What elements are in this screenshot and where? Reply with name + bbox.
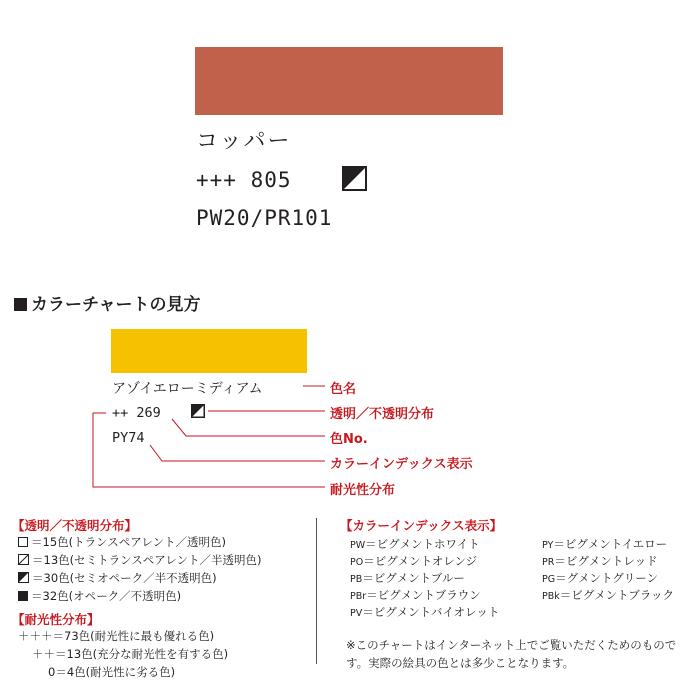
lightfastness-legend-row [32,646,228,662]
color-index-code: PW [350,540,366,551]
opacity-legend-text: ＝32色(オペーク／不透明色) [31,589,182,603]
lightfastness-marks: 0 [48,665,56,679]
sample-lightfastness-number: ++ 269 [112,405,161,421]
color-index-item [542,587,674,603]
color-index-code: PG [542,574,556,585]
color-index-item [542,570,658,586]
color-index-text: ＝グメントグリーン [555,571,659,585]
lightfastness-text: ＝4色(耐光性に劣る色) [55,665,176,679]
sample-color-swatch [111,329,307,373]
callout-opacity: 透明／不透明分布 [330,407,435,422]
color-index-item [350,604,499,620]
lightfastness-legend-row [48,664,175,680]
semi-opaque-icon [342,166,367,191]
color-index-text: ＝ビグメントホワイト [365,537,480,551]
color-index-code: PBk [542,591,560,602]
color-index-text: ＝ビグメントブラウン [366,588,481,602]
opacity-legend-row [18,552,262,568]
lightfastness-text: ＝73色(耐光性に最も優れる色) [52,629,215,643]
disclaimer-note: ※このチャートはインターネット上でご覧いただくためのものです。実際の絵具の色とは多少ことなります。 [346,638,677,670]
semi-opaque-icon [18,572,29,583]
guide-heading [14,290,201,315]
color-index-item [542,553,658,569]
color-index-item [542,536,667,552]
opacity-legend-row [18,570,217,586]
lightfastness-legend-heading: 【耐光性分布】 [12,612,100,627]
bullet-square-icon [14,298,27,311]
color-index-text: ＝ビグメントレッド [554,554,658,568]
opacity-legend-row [18,534,226,550]
opacity-legend-row [18,588,181,604]
color-index-item [350,587,481,603]
sample-pigment-index: PY74 [112,430,145,446]
callout-lightfastness: 耐光性分布 [330,483,396,498]
color-swatch [195,47,503,115]
color-index-code: PO [350,557,364,568]
opacity-legend-heading: 【透明／不透明分布】 [12,518,138,533]
sample-color-name: アゾイエローミディアム [112,381,263,397]
callout-color-number: 色No. [330,432,368,447]
color-index-text: ＝ビグメントブルー [362,571,465,585]
color-index-text: ＝ビグメントバイオレット [362,605,500,619]
opacity-legend-text: ＝13色(セミトランスペアレント／半透明色) [32,553,262,567]
lightfastness-and-number: +++ 805 [196,168,292,192]
transparent-icon [18,537,28,547]
callout-color-name: 色名 [330,382,357,397]
color-index-item [350,570,465,586]
opaque-icon [18,591,28,601]
color-index-item [350,553,477,569]
lightfastness-marks: ＋＋＋ [18,629,53,643]
pigment-index: PW20/PR101 [196,206,333,230]
callout-color-index: カラーインデックス表示 [330,457,473,472]
color-index-code: PY [542,540,554,551]
lightfastness-legend-row [18,628,214,644]
opacity-legend-text: ＝15色(トランスペアレント／透明色) [31,535,227,549]
semi-opaque-icon [191,404,205,418]
color-index-code: PB [350,574,363,585]
legend-divider [316,518,317,664]
color-index-code: PV [350,608,363,619]
color-index-text: ＝ビグメントオレンジ [363,554,478,568]
opacity-legend-text: ＝30色(セミオペーク／半不透明色) [32,571,217,585]
product-name: コッパー [196,129,292,154]
color-index-legend-heading: 【カラーインデックス表示】 [340,518,503,533]
color-index-code: PR [542,557,555,568]
lightfastness-marks: ＋＋ [32,647,55,661]
semi-transparent-icon [18,554,29,565]
color-index-text: ＝ビグメントイエロー [553,537,668,551]
guide-heading-text: カラーチャートの見方 [31,295,201,315]
color-index-text: ＝ビグメントブラック [559,588,675,602]
color-index-item [350,536,480,552]
color-index-code: PBr [350,591,367,602]
lightfastness-text: ＝13色(充分な耐光性を有する色) [55,647,229,661]
